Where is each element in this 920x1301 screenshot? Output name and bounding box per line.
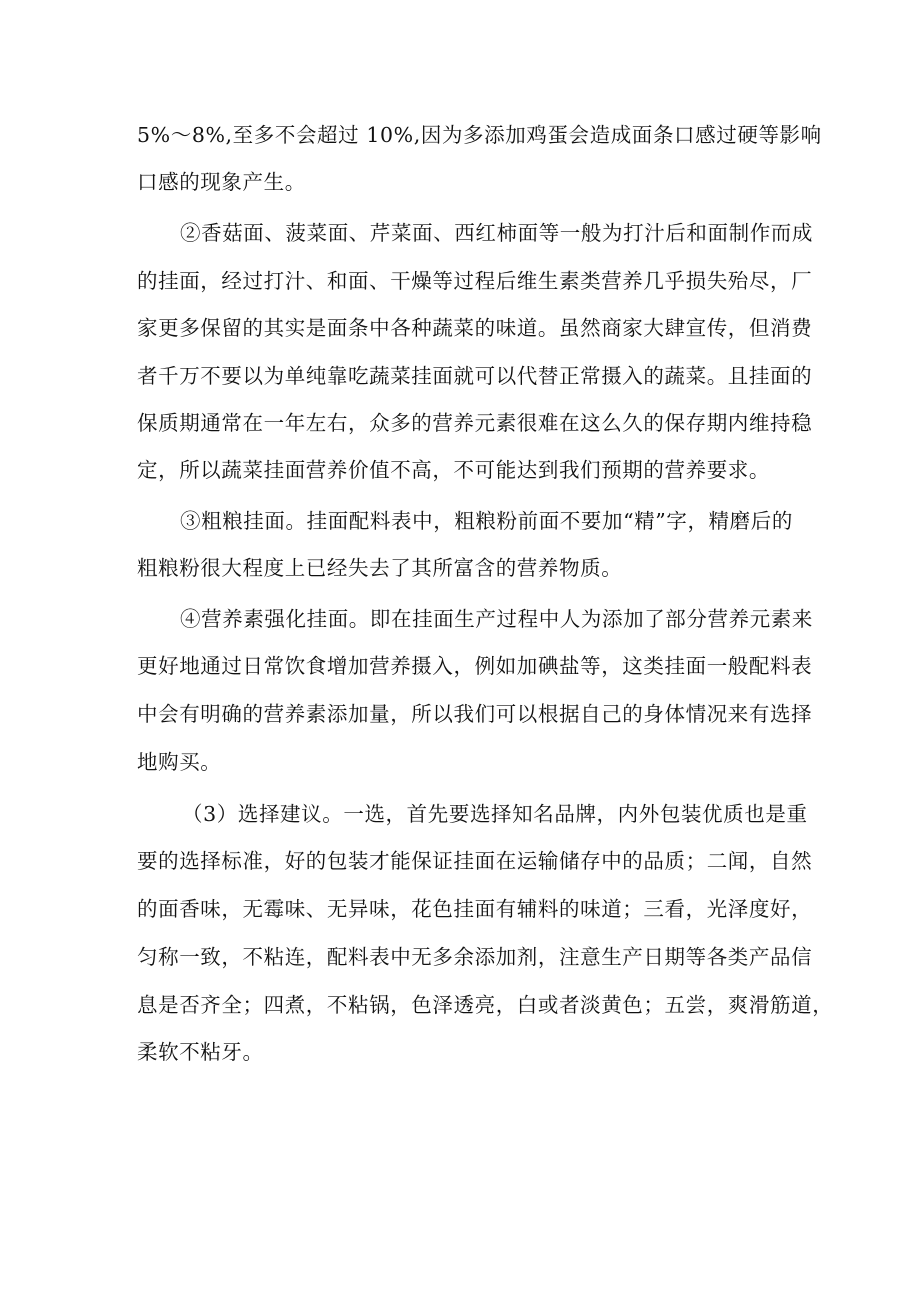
paragraph-line: 中会有明确的营养素添加量，所以我们可以根据自己的身体情况来有选择 <box>137 702 813 726</box>
paragraph-line: 的面香味，无霉味、无异味，花色挂面有辅料的味道；三看，光泽度好， <box>137 897 813 921</box>
paragraph-line: 息是否齐全；四煮，不粘锅，色泽透亮，白或者淡黄色；五尝，爽滑筋道， <box>137 993 834 1017</box>
paragraph-line: ④营养素强化挂面。即在挂面生产过程中人为添加了部分营养元素来 <box>180 607 813 631</box>
paragraph-line: 地购买。 <box>137 750 222 774</box>
paragraph-line: 者千万不要以为单纯靠吃蔬菜挂面就可以代替正常摄入的蔬菜。且挂面的 <box>137 364 813 388</box>
paragraph-line: 更好地通过日常饮食增加营养摄入，例如加碘盐等，这类挂面一般配料表 <box>137 654 813 678</box>
paragraph-line: （3）选择建议。一选，首先要选择知名品牌，内外包装优质也是重 <box>182 802 808 826</box>
paragraph-line: 要的选择标准，好的包装才能保证挂面在运输储存中的品质；二闻，自然 <box>137 849 813 873</box>
paragraph-line: 的挂面，经过打汁、和面、干燥等过程后维生素类营养几乎损失殆尽，厂 <box>137 269 813 293</box>
paragraph-line: 口感的现象产生。 <box>137 170 306 194</box>
paragraph-line: 匀称一致，不粘连，配料表中无多余添加剂，注意生产日期等各类产品信 <box>137 945 813 969</box>
paragraph-line: ②香菇面、菠菜面、芹菜面、西红柿面等一般为打汁后和面制作而成 <box>180 221 813 245</box>
paragraph-line: 定，所以蔬菜挂面营养价值不高，不可能达到我们预期的营养要求。 <box>137 458 770 482</box>
paragraph-line: 保质期通常在一年左右，众多的营养元素很难在这么久的保存期内维持稳 <box>137 411 813 435</box>
paragraph-line: 柔软不粘牙。 <box>137 1040 264 1064</box>
paragraph-line: 家更多保留的其实是面条中各种蔬菜的味道。虽然商家大肆宣传，但消费 <box>137 316 813 340</box>
paragraph-line: ③粗粮挂面。挂面配料表中，粗粮粉前面不要加“精”字，精磨后的 <box>180 509 793 533</box>
paragraph-line: 5%～8%,至多不会超过 10%,因为多添加鸡蛋会造成面条口感过硬等影响 <box>137 123 822 147</box>
paragraph-line: 粗粮粉很大程度上已经失去了其所富含的营养物质。 <box>137 556 623 580</box>
